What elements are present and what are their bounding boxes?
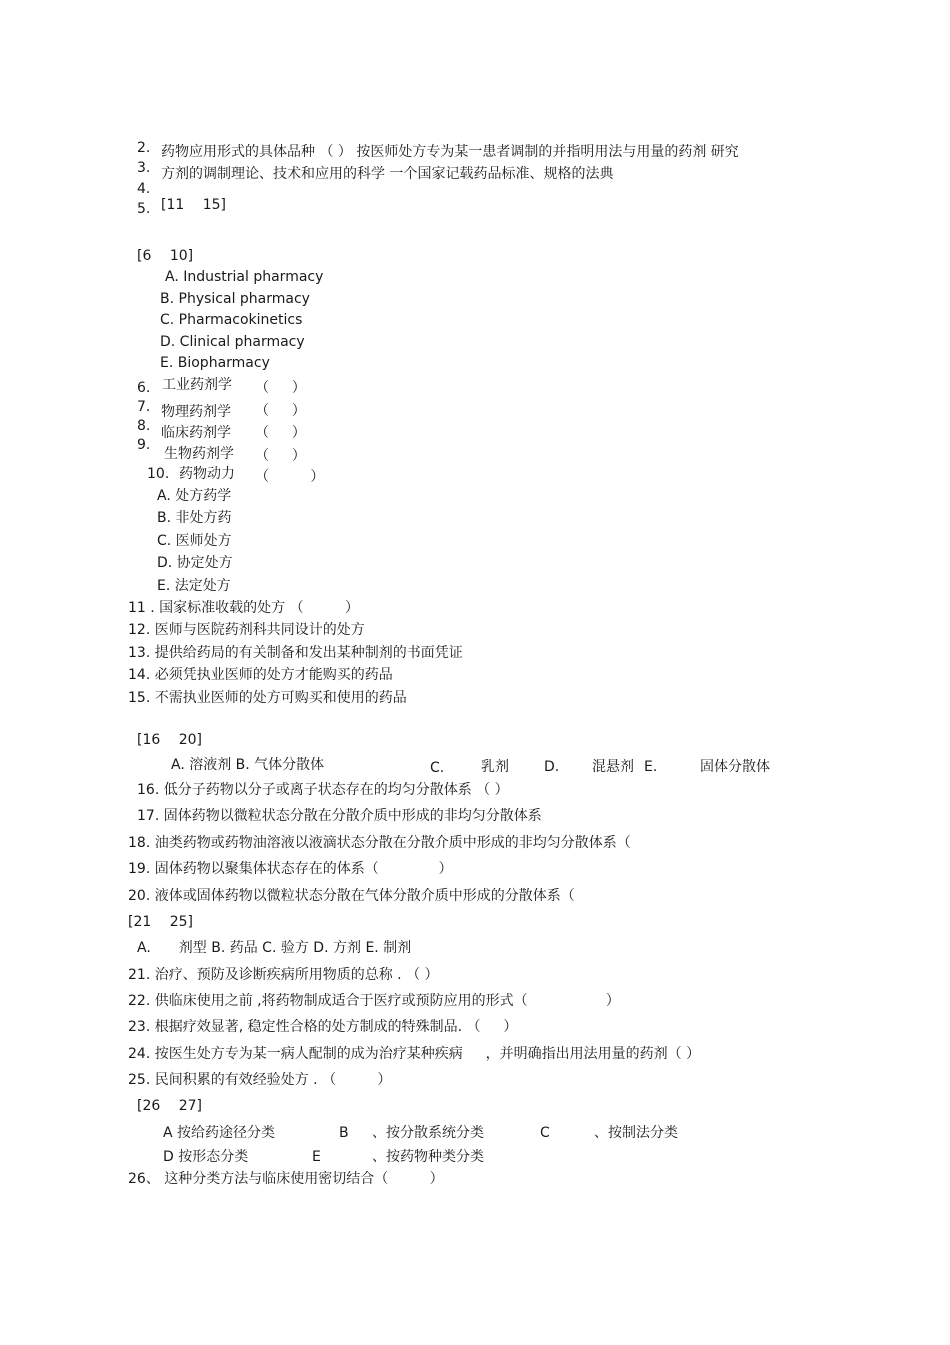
question-14: 14. 必须凭执业医师的处方才能购买的药品	[128, 667, 393, 683]
question-10-num: 10.	[147, 466, 170, 482]
intro-num-5: 5.	[137, 201, 151, 217]
option-b-11-15: B. 非处方药	[157, 510, 232, 526]
question-18: 18. 油类药物或药物油溶液以液滴状态分散在分散介质中形成的非均匀分散体系（	[128, 835, 631, 851]
option-e-label-16-20: E.	[644, 759, 658, 775]
option-b-label-26-27: B	[339, 1125, 349, 1141]
question-24: 24. 按医生处方专为某一病人配制的成为治疗某种疾病 ，并明确指出用法用量的药剂（ ）	[128, 1046, 701, 1062]
options-21-25: A. 剂型 B. 药品 C. 验方 D. 方剂 E. 制剂	[137, 940, 412, 956]
option-c-label-26-27: C	[540, 1125, 550, 1141]
option-e-text-16-20: 固体分散体	[700, 759, 770, 775]
question-16: 16. 低分子药物以分子或离子状态存在的均匀分散体系 （ ）	[137, 782, 509, 798]
option-c-text-26-27: 、按制法分类	[594, 1125, 678, 1141]
option-ab-16-20: A. 溶液剂 B. 气体分散体	[171, 757, 325, 773]
option-e-11-15: E. 法定处方	[157, 578, 231, 594]
question-6-paren: （ ）	[255, 380, 306, 396]
question-8-text: 临床药剂学	[161, 425, 231, 441]
range-11-15: [11 15]	[161, 197, 227, 213]
option-d-11-15: D. 协定处方	[157, 555, 233, 571]
option-e-text-26-27: 、按药物种类分类	[372, 1149, 484, 1165]
range-26-27: [26 27]	[137, 1098, 203, 1114]
question-23: 23. 根据疗效显著, 稳定性合格的处方制成的特殊制品. （ ）	[128, 1019, 518, 1035]
question-21: 21. 治疗、预防及诊断疾病所用物质的总称 . （ ）	[128, 967, 439, 983]
option-e-6-10: E. Biopharmacy	[160, 355, 270, 371]
option-a-26-27: A 按给药途径分类	[163, 1125, 276, 1141]
option-d-26-27: D 按形态分类	[163, 1149, 249, 1165]
question-12: 12. 医师与医院药剂科共同设计的处方	[128, 622, 365, 638]
question-22: 22. 供临床使用之前 ,将药物制成适合于医疗或预防应用的形式（ ）	[128, 993, 620, 1009]
intro-line-1: 药物应用形式的具体品种 （ ） 按医师处方专为某一患者调制的并指明用法与用量的药剂 研究	[161, 144, 739, 160]
range-6-10: [6 10]	[137, 248, 194, 264]
range-16-20: [16 20]	[137, 732, 203, 748]
question-10-paren: （ ）	[255, 469, 325, 485]
option-c-11-15: C. 医师处方	[157, 533, 232, 549]
option-c-6-10: C. Pharmacokinetics	[160, 312, 303, 328]
option-d-label-16-20: D.	[544, 759, 560, 775]
question-6-num: 6.	[137, 380, 151, 396]
question-8-paren: （ ）	[255, 425, 306, 441]
question-9-num: 9.	[137, 437, 151, 453]
question-9-text: 生物药剂学	[164, 446, 234, 462]
question-17: 17. 固体药物以微粒状态分散在分散介质中形成的非均匀分散体系	[137, 808, 542, 824]
intro-line-2: 方剂的调制理论、技术和应用的科学 一个国家记载药品标准、规格的法典	[161, 166, 614, 182]
option-b-6-10: B. Physical pharmacy	[160, 291, 310, 307]
question-9-paren: （ ）	[255, 448, 306, 464]
question-20: 20. 液体或固体药物以微粒状态分散在气体分散介质中形成的分散体系（	[128, 888, 575, 904]
question-6-text: 工业药剂学	[162, 377, 232, 393]
option-d-text-16-20: 混悬剂	[592, 759, 634, 775]
question-19: 19. 固体药物以聚集体状态存在的体系（ ）	[128, 861, 453, 877]
question-11: 11 . 国家标准收载的处方 （ ）	[128, 600, 359, 616]
intro-num-3: 3.	[137, 160, 151, 176]
question-13: 13. 提供给药局的有关制备和发出某种制剂的书面凭证	[128, 645, 463, 661]
question-10-text: 药物动力	[179, 466, 235, 482]
option-a-11-15: A. 处方药学	[157, 488, 232, 504]
option-b-text-26-27: 、按分散系统分类	[372, 1125, 484, 1141]
option-c-label-16-20: C.	[430, 760, 445, 776]
option-a-6-10: A. Industrial pharmacy	[165, 269, 324, 285]
question-15: 15. 不需执业医师的处方可购买和使用的药品	[128, 690, 407, 706]
intro-num-4: 4.	[137, 181, 151, 197]
range-21-25: [21 25]	[128, 914, 194, 930]
intro-num-2: 2.	[137, 140, 151, 156]
option-d-6-10: D. Clinical pharmacy	[160, 334, 305, 350]
question-7-num: 7.	[137, 399, 151, 415]
question-25: 25. 民间积累的有效经验处方 . （ ）	[128, 1072, 392, 1088]
option-e-label-26-27: E	[312, 1149, 321, 1165]
question-26: 26、 这种分类方法与临床使用密切结合（ ）	[128, 1171, 444, 1187]
option-c-text-16-20: 乳剂	[481, 759, 509, 775]
question-8-num: 8.	[137, 418, 151, 434]
question-7-text: 物理药剂学	[161, 404, 231, 420]
question-7-paren: （ ）	[255, 403, 306, 419]
